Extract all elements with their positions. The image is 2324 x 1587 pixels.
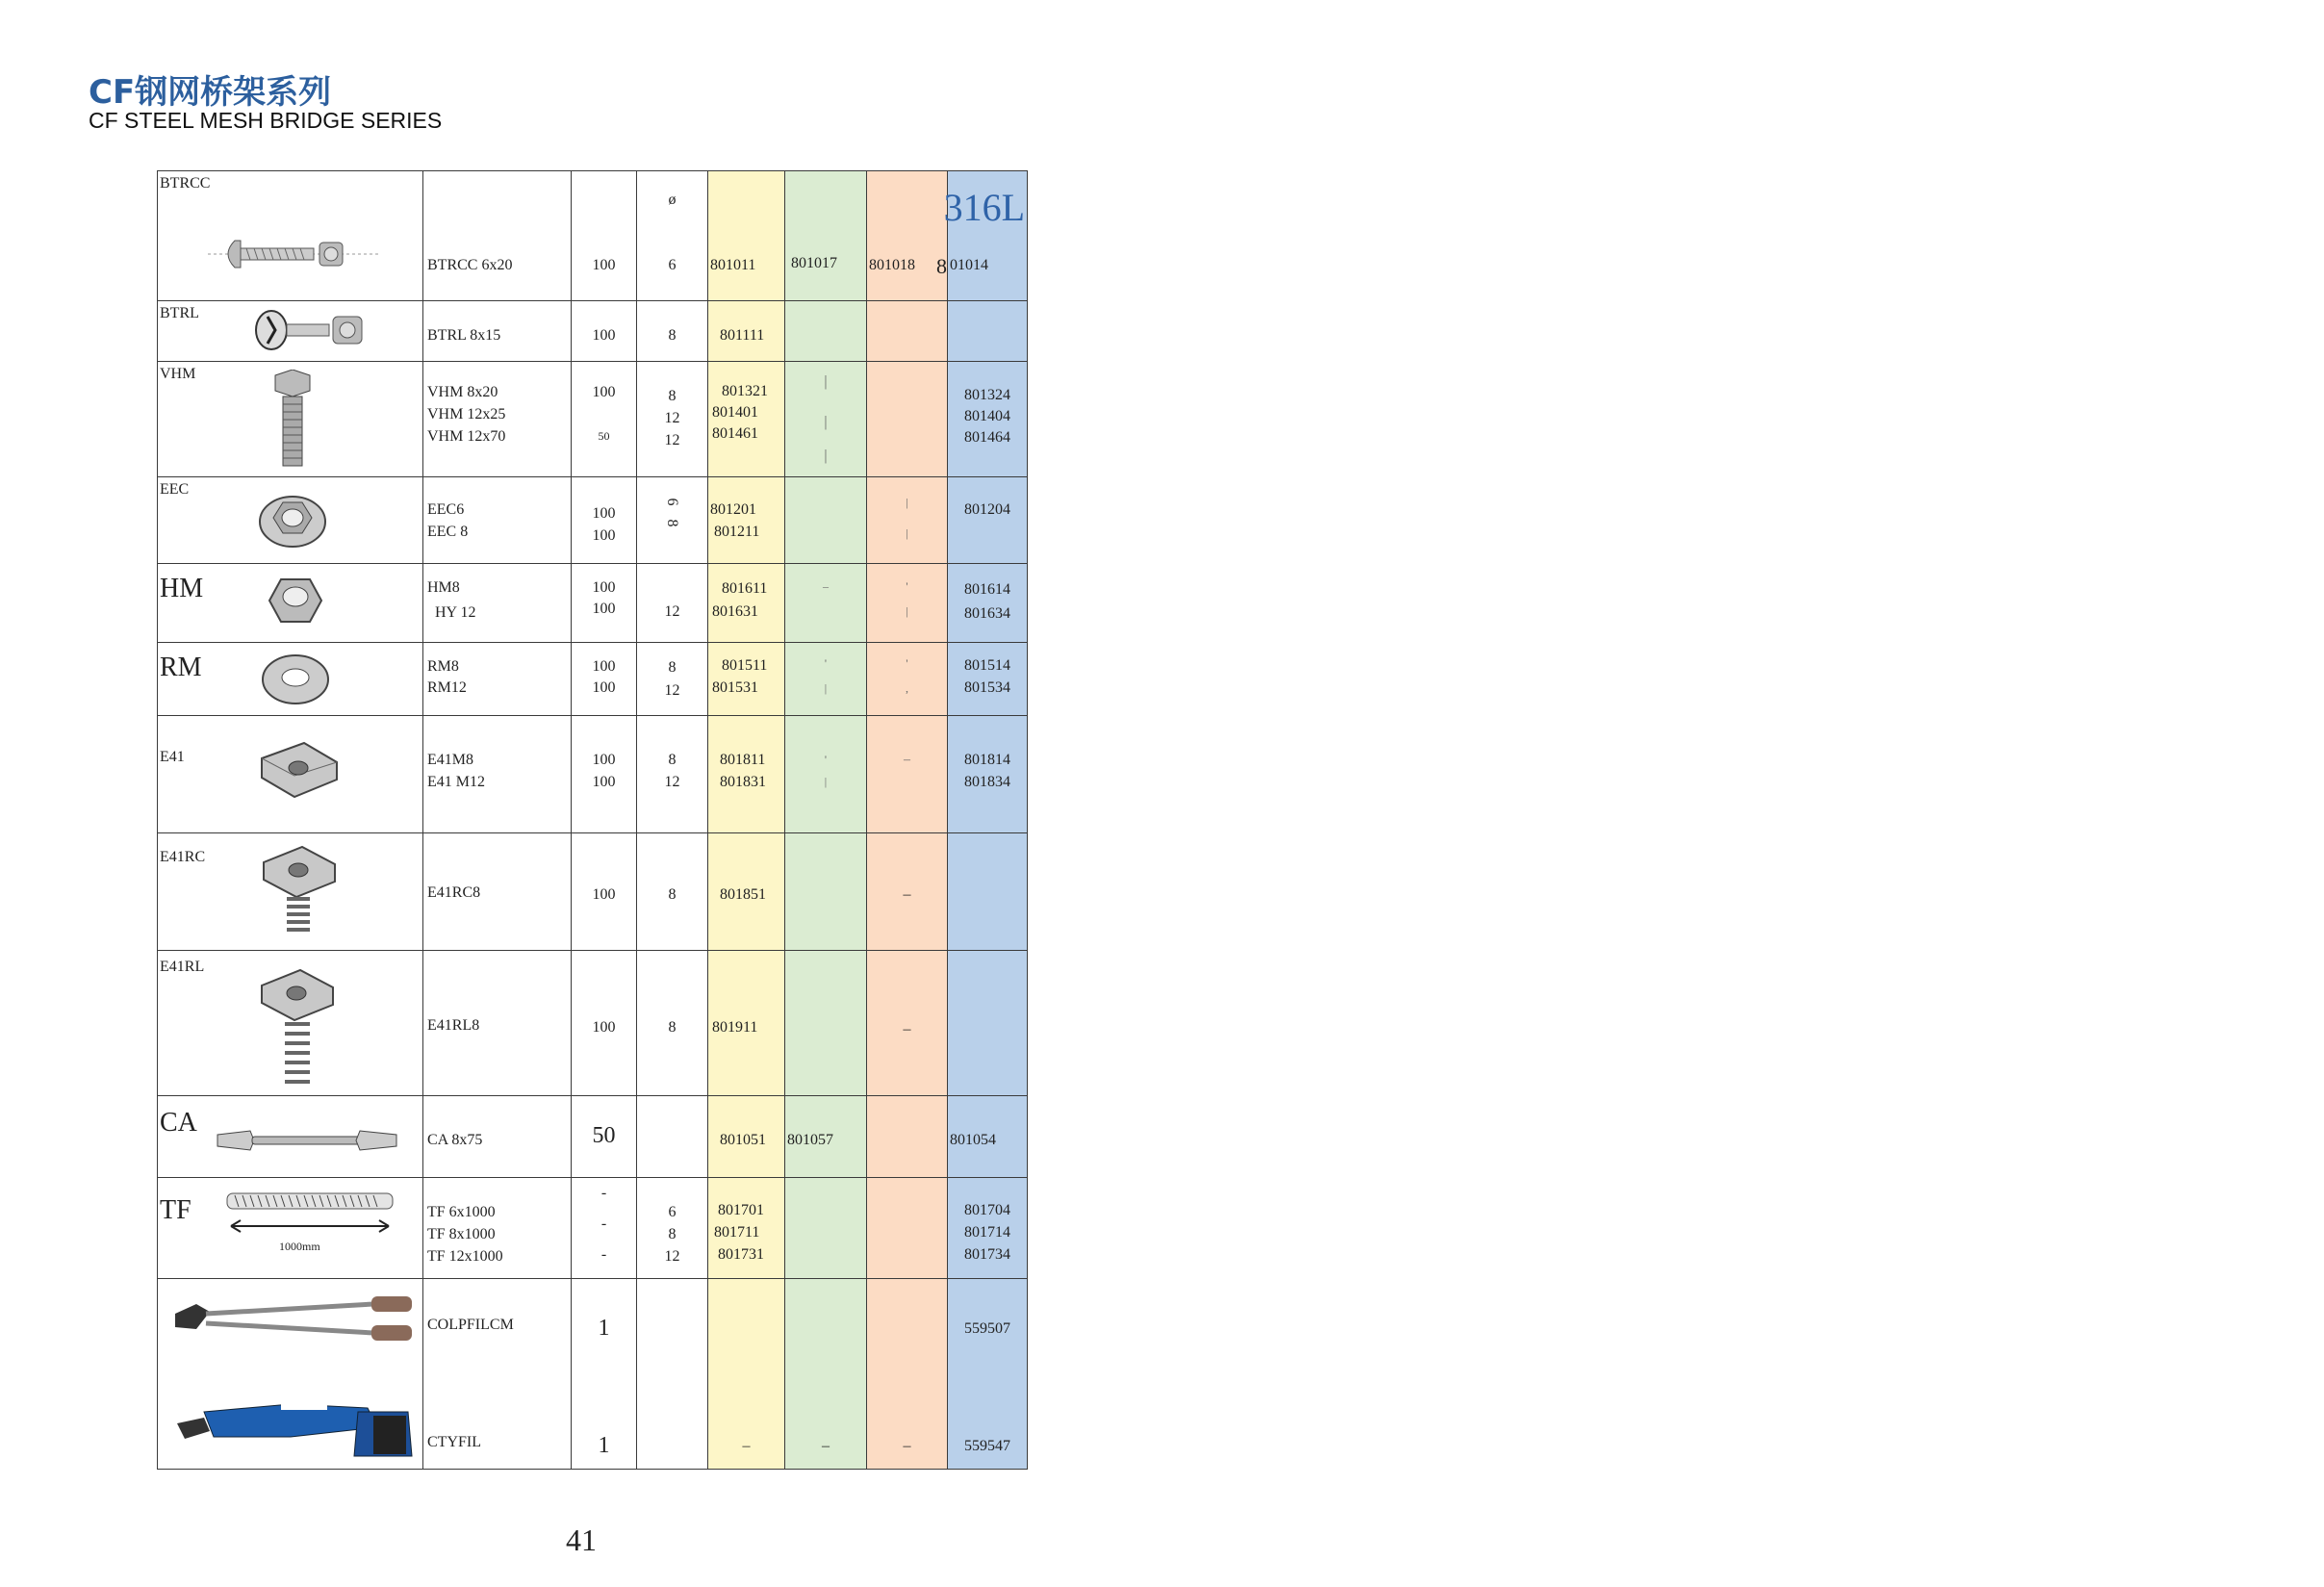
product-label: CA [160,1108,197,1138]
table-row [158,1279,1028,1470]
tick: – [742,1438,751,1454]
tick: ' [824,656,828,670]
product-ref: BTRCC 6x20 [427,257,513,273]
product-label: VHM [160,366,196,382]
flange-nut-icon [258,487,327,549]
diameter: 8 [668,388,677,404]
qty: 100 [592,384,616,400]
diameter-symbol: ø [668,192,677,208]
product-ref: RM8 [427,658,459,675]
table-row [158,301,1028,362]
qty: 50 [592,1123,616,1148]
product-ref: TF 6x1000 [427,1204,496,1220]
diameter: 8 [668,1226,677,1242]
qty: - [600,1246,607,1263]
code: 801531 [712,679,758,696]
page-title-en: CF STEEL MESH BRIDGE SERIES [89,108,443,133]
product-ref: E41RC8 [427,884,481,901]
hex-nut-icon [266,574,325,627]
product-table [157,170,1028,1470]
diameter: 8 [664,519,680,527]
table-row [158,643,1028,716]
product-ref: VHM 12x25 [427,406,506,422]
diameter: 8 [668,886,677,903]
dimension-caption: 1000mm [279,1240,320,1253]
qty: 50 [598,429,610,443]
code: 801324 [964,387,1010,403]
diameter: 8 [668,1019,677,1036]
code: 801834 [964,774,1010,790]
product-label: EEC [160,481,190,498]
table-row [158,833,1028,951]
tick: – [823,579,829,593]
code: 801614 [964,581,1010,598]
code: 801631 [712,603,758,620]
product-label: TF [160,1195,192,1225]
code: 801611 [722,580,768,597]
qty: - [600,1216,607,1232]
product-ref: HM8 [427,579,460,596]
code: 801714 [964,1224,1010,1241]
qty: - [600,1185,607,1201]
tick: | [824,775,828,788]
qty: 100 [592,257,616,273]
product-ref: HY 12 [435,604,476,621]
product-label: E41RL [160,959,205,975]
product-ref: BTRL 8x15 [427,327,501,344]
diameter: 8 [668,752,677,768]
bolt-icon [208,237,381,271]
product-ref: VHM 8x20 [427,384,498,400]
product-ref: CTYFIL [427,1434,481,1450]
grade-label: 316L [943,186,1025,229]
product-ref: TF 8x1000 [427,1226,496,1242]
code: 801911 [712,1019,758,1036]
product-ref: E41 M12 [427,774,485,790]
code: 801018 [869,257,915,273]
tick: | [824,448,828,464]
code: 801204 [964,501,1010,518]
diameter: 12 [664,1248,680,1265]
code: 801011 [710,257,756,273]
code: 801321 [722,383,768,399]
diameter: 8 [668,659,677,676]
code: 801057 [787,1132,833,1148]
code: 801851 [720,886,766,903]
code: 801211 [714,524,760,540]
qty: 100 [592,886,616,903]
code: 801711 [714,1224,760,1241]
tick: ' [824,753,828,766]
product-label: E41RC [160,849,206,865]
product-ref: E41M8 [427,752,473,768]
code: 801701 [718,1202,764,1218]
code: 801831 [720,774,766,790]
product-label: HM [160,574,204,603]
table-row [158,1178,1028,1279]
table-row [158,564,1028,643]
tick: – [904,753,910,767]
page-number: 41 [566,1523,597,1557]
product-label: E41 [160,749,185,765]
tick: | [824,373,828,390]
bolt-cutter-icon [171,1293,414,1352]
code: 801704 [964,1202,1010,1218]
product-label: RM [160,653,202,682]
code: 801534 [964,679,1010,696]
table-row [158,477,1028,564]
qty: 100 [592,774,616,790]
qty: 100 [592,327,616,344]
tick: – [903,1021,911,1037]
tick: | [906,496,908,509]
table-row [158,716,1028,833]
code: 801731 [718,1246,764,1263]
diameter: 12 [664,774,680,790]
product-label: BTRL [160,305,199,321]
diameter: 6 [668,1204,677,1220]
qty: 100 [592,505,616,522]
diameter: 8 [668,327,677,344]
code: 801514 [964,657,1010,674]
diameter: 12 [664,410,680,426]
code: 801464 [964,429,1010,446]
code: 559507 [964,1320,1010,1337]
product-ref: TF 12x1000 [427,1248,503,1265]
code-overflow: 8 [936,254,947,278]
product-ref: EEC6 [427,501,465,518]
diameter: 12 [664,432,680,448]
qty: 1 [598,1316,610,1341]
product-ref: CA 8x75 [427,1132,483,1148]
code: 801461 [712,425,758,442]
tick: ' [906,656,908,670]
qty: 100 [592,579,616,596]
tick: | [824,681,828,695]
qty: 100 [592,1019,616,1036]
connector-rod-icon [216,1129,398,1152]
channel-nut-icon [256,739,341,801]
tick: ' [906,579,908,593]
code: 01014 [950,257,988,273]
washer-icon [260,653,331,706]
tick: | [824,414,828,430]
qty: 100 [592,679,616,696]
diameter: 12 [664,682,680,699]
diameter: 12 [664,603,680,620]
tick: – [903,886,911,903]
product-ref: VHM 12x70 [427,428,506,445]
code: 801814 [964,752,1010,768]
bolt-icon [254,307,370,353]
tick: , [906,681,908,695]
spring-channel-nut-icon [258,843,339,943]
code: 801511 [722,657,768,674]
code: 559547 [964,1438,1010,1454]
table-row [158,951,1028,1096]
table-row [158,1096,1028,1178]
product-ref: EEC 8 [427,524,469,540]
qty: 100 [592,658,616,675]
code: 801111 [720,327,765,344]
code: 801634 [964,605,1010,622]
code: 801404 [964,408,1010,424]
long-spring-channel-nut-icon [256,966,339,1091]
qty: 100 [592,601,616,617]
code: 801051 [720,1132,766,1148]
tick: – [822,1438,830,1454]
tick: | [906,526,908,540]
code: 801401 [712,404,758,421]
tick: – [903,1438,911,1454]
product-ref: COLPFILCM [427,1317,514,1333]
table-row [158,171,1028,301]
code: 801734 [964,1246,1010,1263]
hex-bolt-icon [271,370,314,470]
product-ref: RM12 [427,679,467,696]
product-label: BTRCC [160,175,211,192]
code: 801054 [950,1132,996,1148]
code: 801017 [791,255,837,271]
page-title-cn: CF钢网桥架系列 [89,73,332,112]
table-row [158,362,1028,477]
diameter: 6 [664,498,680,506]
tick: | [906,604,908,618]
code: 801811 [720,752,766,768]
product-ref: E41RL8 [427,1017,480,1034]
qty: 100 [592,527,616,544]
code: 801201 [710,501,756,518]
electric-cutter-icon [175,1398,414,1462]
qty: 1 [598,1433,610,1458]
diameter: 6 [668,257,677,273]
qty: 100 [592,752,616,768]
